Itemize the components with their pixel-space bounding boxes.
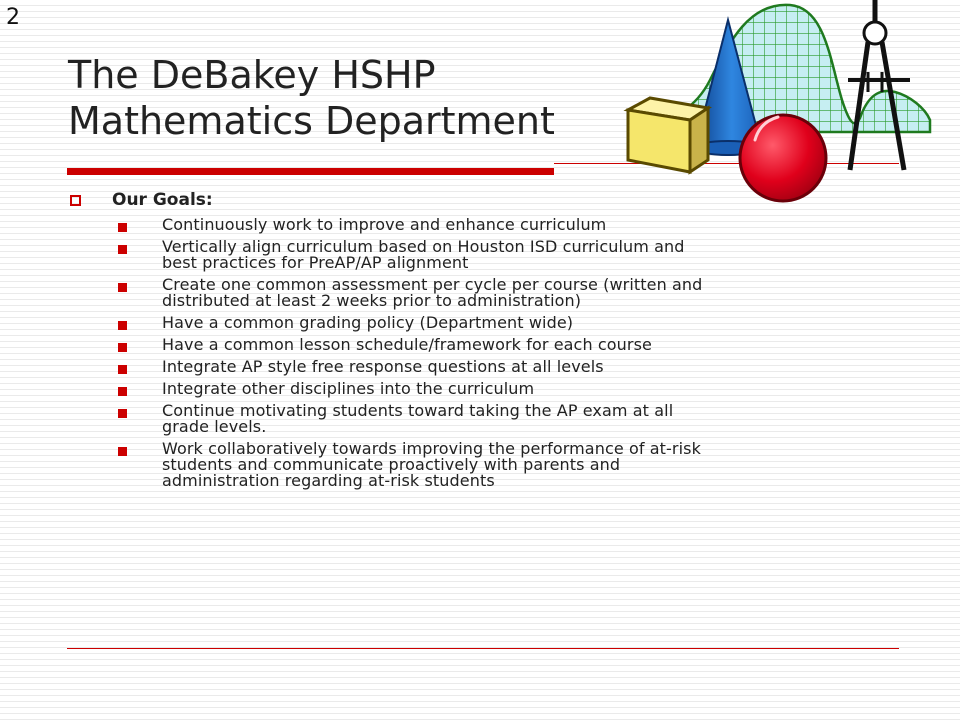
goals-heading-row <box>70 188 890 212</box>
square-bullet-icon <box>118 343 127 352</box>
slide-number: 2 <box>6 5 20 30</box>
square-bullet-icon <box>118 223 127 232</box>
goal-text: Have a common lesson schedule/framework for each course <box>162 335 652 354</box>
goal-item <box>70 315 890 331</box>
goal-text: Integrate AP style free response questions at all levels <box>162 357 604 376</box>
goal-text-continued: students and communicate proactively with parents and <box>162 455 621 474</box>
goal-text-continued: best practices for PreAP/AP alignment <box>162 253 469 272</box>
goal-item <box>70 359 890 375</box>
square-bullet-icon <box>118 245 127 254</box>
goal-item <box>70 239 890 271</box>
square-bullet-icon <box>118 321 127 330</box>
goal-text: Have a common grading policy (Department wide) <box>162 313 574 332</box>
square-bullet-icon <box>118 283 127 292</box>
title-underline-thick <box>67 168 554 175</box>
goal-text: Create one common assessment per cycle per course (written and <box>162 275 703 294</box>
goal-text-continued: administration regarding at-risk students <box>162 471 495 490</box>
goal-text-continued: distributed at least 2 weeks prior to administration) <box>162 291 582 310</box>
goal-item <box>70 337 890 353</box>
goal-item <box>70 381 890 397</box>
goal-text: Work collaboratively towards improving the performance of at-risk <box>162 439 701 458</box>
goal-text: Integrate other disciplines into the curriculum <box>162 379 535 398</box>
goal-text: Continuously work to improve and enhance curriculum <box>162 215 607 234</box>
square-bullet-icon <box>118 447 127 456</box>
goal-item <box>70 441 890 489</box>
square-bullet-icon <box>118 409 127 418</box>
hollow-square-bullet-icon <box>70 195 81 206</box>
goal-text-continued: grade levels. <box>162 417 267 436</box>
goals-section <box>70 188 890 495</box>
title-line-1: The DeBakey HSHP <box>68 53 436 97</box>
goal-item <box>70 217 890 233</box>
goals-heading: Our Goals: <box>112 190 213 210</box>
square-bullet-icon <box>118 365 127 374</box>
goal-item <box>70 403 890 435</box>
cube-icon <box>628 98 708 172</box>
page-title <box>68 52 555 144</box>
square-bullet-icon <box>118 387 127 396</box>
math-clipart <box>610 0 950 205</box>
compass-icon <box>848 0 910 170</box>
goal-text: Continue motivating students toward taking the AP exam at all <box>162 401 674 420</box>
goal-item <box>70 277 890 309</box>
title-line-2: Mathematics Department <box>68 99 555 143</box>
footer-rule <box>67 648 899 649</box>
goal-list <box>70 217 890 489</box>
goal-text: Vertically align curriculum based on Houston ISD curriculum and <box>162 237 685 256</box>
